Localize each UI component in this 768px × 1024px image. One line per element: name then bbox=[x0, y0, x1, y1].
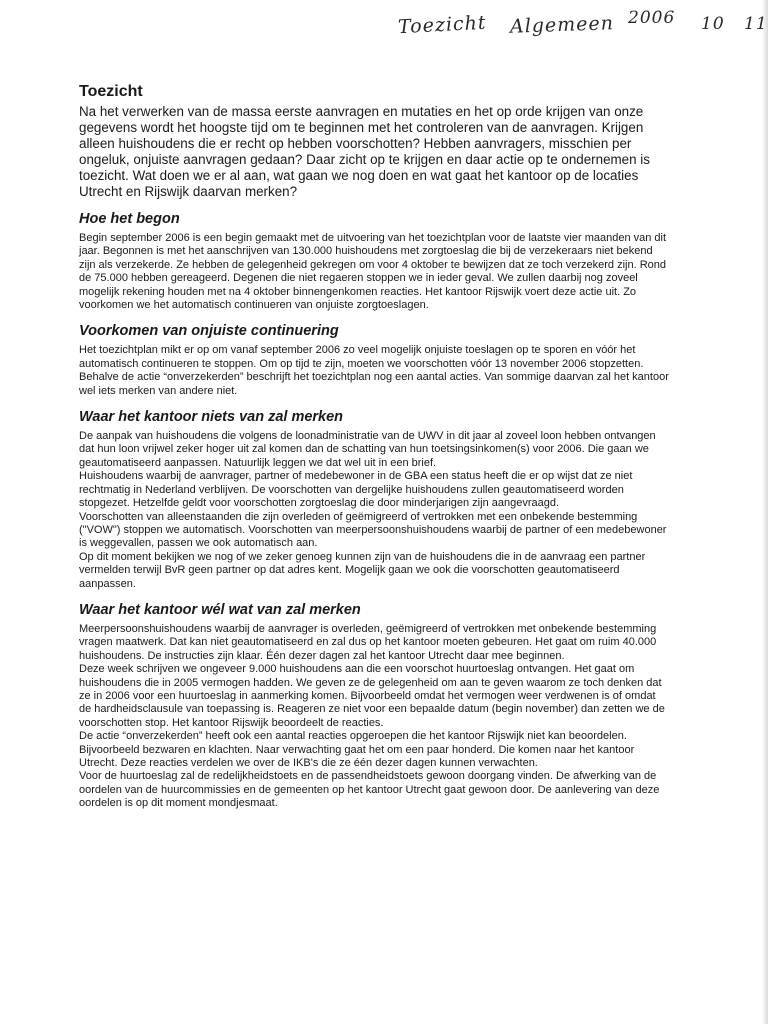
section-kantoor-wel-merken bbox=[79, 601, 679, 811]
section-paragraph: De aanpak van huishoudens die volgens de loonadministratie van de UWV in dit jaar al zoveel loon hebben ontvangen dat hun loon vrijwel zeker hoger uit zal komen dan de schatting van hun toetsingsinkomen(s) voor 2006. Die gaan we geautomatiseerd aanpassen. Natuurlijk leggen we dat wel uit in een brief. bbox=[79, 430, 656, 469]
document-body bbox=[79, 82, 679, 811]
section-paragraph: Voorschotten van alleenstaanden die zijn overleden of geëmigreerd of vertrokken met een onbekende bestemming ("VOW") stoppen we automatisch. Voorschotten van meerpersoonshuishoudens waarbij de partner of een medebewoner is weggevallen, passen we ook automatisch aan. bbox=[79, 510, 667, 550]
section-heading: Voorkomen van onjuiste continuering bbox=[79, 323, 339, 340]
section-heading: Waar het kantoor niets van zal merken bbox=[79, 409, 344, 426]
section-voorkomen-onjuiste-continuering bbox=[79, 322, 679, 398]
section-heading: Waar het kantoor wél wat van zal merken bbox=[79, 601, 361, 618]
handwritten-annotation bbox=[398, 6, 768, 46]
section-hoe-het-begon bbox=[79, 210, 679, 312]
section-paragraph: Begin september 2006 is een begin gemaakt met de uitvoering van het toezichtplan voor de laatste vier maanden van dit jaar. Begonnen is met het aanschrijven van 130.000 huishoudens met zorgtoeslag die bij de verzekeraars niet bekend zijn als verzekerde. Ze hebben de gelegenheid gekregen om voor 4 oktober te bewijzen dat ze toch verzekerd zijn. Rond de 75.000 hebben gereageerd. Degenen die niet regaeren stoppen we in ieder geval. We zullen daarbij nog zoveel mogelijk rekening houden met na 4 oktober binnengenkomen reacties. Het kantoor Rijswijk voert deze actie uit. Zo voorkomen we het automatisch continueren van onjuiste zorgtoeslagen. bbox=[79, 232, 667, 312]
section-paragraph: Het toezichtplan mikt er op om vanaf september 2006 zo veel mogelijk onjuiste toeslagen op te sporen en vóór het automatisch continueren te stoppen. Om op tijd te zijn, moeten we voorschotten vóór 13 november 2006 stopzetten. Behalve de actie “onverzekerden” beschrijft het toezichtplan nog een aantal acties. Van sommige daarvan zal het kantoor wel iets merken van andere niet. bbox=[79, 344, 669, 397]
section-paragraph: Huishoudens waarbij de aanvrager, partner of medebewoner in de GBA een status heeft die er op wijst dat ze niet rechtmatig in Nederland verblijven. De voorschotten van dergelijke huishoudens zullen geautomatiseerd worden stopgezet. Hetzelfde geldt voor voorschotten zorgtoeslag die door minderjarigen zijn aangevraagd. bbox=[79, 470, 633, 510]
handwritten-month: 10 bbox=[701, 14, 725, 34]
handwritten-word-toezicht: Toezicht bbox=[397, 11, 487, 39]
section-paragraph: Op dit moment bekijken we nog of we zeker genoeg kunnen zijn van de huishoudens die in de aanvraag een partner vermelden terwijl BvR geen partner op dat adres kent. Mogelijk gaan we ook die voorschotten geautomatiseerd aanpassen. bbox=[79, 550, 646, 590]
scan-edge-shadow bbox=[762, 0, 768, 1024]
section-heading: Hoe het begon bbox=[79, 211, 180, 227]
handwritten-word-algemeen: Algemeen bbox=[509, 12, 615, 38]
section-paragraph: Meerpersoonshuishoudens waarbij de aanvrager is overleden, geëmigreerd of vertrokken met onbekende bestemming vragen maatwerk. Dat kan niet geautomatiseerd en zal dus op het kantoor moeten gebeuren. Het gaat om ruim 40.000 huishoudens. De instructies zijn klaar. Één dezer dagen zal het kantoor Utrecht daar mee beginnen. bbox=[79, 622, 657, 662]
handwritten-year: 2006 bbox=[628, 8, 676, 28]
handwritten-day: 11 bbox=[744, 14, 768, 34]
section-kantoor-niets-merken bbox=[79, 408, 679, 591]
section-paragraph: De actie “onverzekerden” heeft ook een aantal reacties opgeroepen die het kantoor Rijswijk niet kan beoordelen. Bijvoorbeeld bezwaren en klachten. Naar verwachting gaat het om een paar honderd. Die komen naar het kantoor Utrecht. Deze reacties verdelen we over de IKB's die ze één dezer dagen kunnen verwachten. bbox=[79, 730, 635, 769]
section-paragraph: Deze week schrijven we ongeveer 9.000 huishoudens aan die een voorschot huurtoeslag ontvangen. Het gaat om huishoudens die in 2005 vermogen hadden. We geven ze de gelegenheid om aan te geven waarom ze toch denken dat ze in 2006 voor een huurtoeslag in aanmerking komen. Bijvoorbeeld omdat het vermogen weer verdwenen is of omdat de hardheidsclausule van toepassing is. Reageren ze niet voor een bepaalde datum (begin november) dan zetten we de voorschotten stop. Het kantoor Rijswijk beoordeelt de reacties. bbox=[79, 663, 665, 729]
section-paragraph: Voor de huurtoeslag zal de redelijkheidstoets en de passendheidstoets gewoon doorgang vinden. De afwerking van de oordelen van de huurcommissies en de gemeenten op het kantoor Utrecht gaat gewoon door. De aanlevering van deze oordelen is op dit moment mondjesmaat. bbox=[79, 770, 660, 810]
document-title: Toezicht bbox=[79, 83, 143, 100]
intro-paragraph: Na het verwerken van de massa eerste aanvragen en mutaties en het op orde krijgen van onze gegevens wordt het hoogste tijd om te beginnen met het controleren van de aanvragen. Krijgen alleen huishoudens die er recht op hebben voorschotten? Hebben aanvragers, misschien per ongeluk, onjuiste aanvragen gedaan? Daar zicht op te krijgen en daar actie op te ondernemen is toezicht. Wat doen we er al aan, wat gaan we nog doen en wat gaat het kantoor op de locaties Utrecht en Rijswijk daarvan merken? bbox=[79, 104, 650, 199]
